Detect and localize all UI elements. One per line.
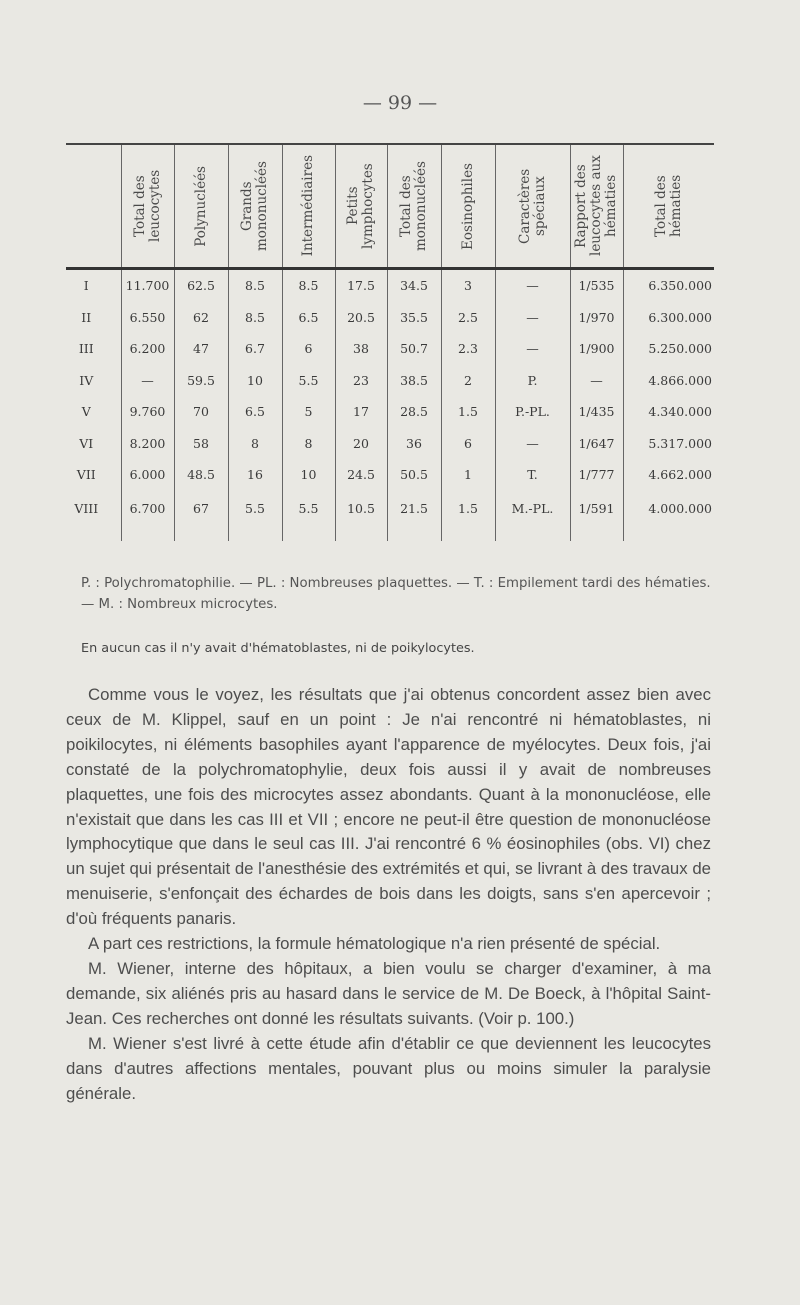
table-legend-footnote: P. : Polychromatophilie. — PL. : Nombreuses plaquettes. — T. : Empilement tardi des hématies. — M. : Nombreux microcytes. xyxy=(81,576,711,612)
table-cell: 6 xyxy=(282,333,335,365)
table-cell: 8.5 xyxy=(228,302,282,334)
table-cell: P. xyxy=(495,365,570,397)
header-eosinophils: Eosinophiles xyxy=(441,144,495,269)
table-cell: 6.200 xyxy=(121,333,174,365)
table-row xyxy=(66,302,714,334)
table-row xyxy=(66,491,714,541)
table-cell: 8.5 xyxy=(228,269,282,302)
header-large-mononucleated: Grands mononucléés xyxy=(228,144,282,269)
table-note-footnote: En aucun cas il n'y avait d'hématoblastes, ni de poikylocytes. xyxy=(81,641,475,656)
table-cell: 50.5 xyxy=(387,459,441,491)
table-cell: 8 xyxy=(228,428,282,460)
table-cell: 20 xyxy=(335,428,387,460)
table-cell: P.-PL. xyxy=(495,396,570,428)
table-cell: 16 xyxy=(228,459,282,491)
header-special-characters: Caractères spéciaux xyxy=(495,144,570,269)
header-intermediate: Intermédiaires xyxy=(282,144,335,269)
table-cell: 59.5 xyxy=(174,365,228,397)
table-cell: 5.250.000 xyxy=(623,333,714,365)
table-cell: 10.5 xyxy=(335,491,387,541)
header-total-mononucleated: Total des mononucléés xyxy=(387,144,441,269)
table-cell: 1/970 xyxy=(570,302,623,334)
table-cell: 5.317.000 xyxy=(623,428,714,460)
table-cell: 6.7 xyxy=(228,333,282,365)
case-number-cell: I xyxy=(83,278,89,294)
table-cell: 2 xyxy=(441,365,495,397)
table-cell: M.-PL. xyxy=(495,491,570,541)
table-cell: — xyxy=(570,365,623,397)
table-cell: — xyxy=(495,428,570,460)
header-total-red-cells: Total des hématies xyxy=(623,144,714,269)
table-cell: 34.5 xyxy=(387,269,441,302)
body-text xyxy=(66,683,711,1106)
table-cell: — xyxy=(495,302,570,334)
table-cell: 17.5 xyxy=(335,269,387,302)
table-cell: — xyxy=(495,269,570,302)
table-row xyxy=(66,396,714,428)
table-cell: 2.3 xyxy=(441,333,495,365)
case-number-cell: IV xyxy=(79,372,94,388)
table-cell: 17 xyxy=(335,396,387,428)
table-cell: 6.5 xyxy=(282,302,335,334)
table-cell: 70 xyxy=(174,396,228,428)
paragraph: M. Wiener s'est livré à cette étude afin d'établir ce que deviennent les leucocytes dans d'autres affections mentales, pouvant plus ou moins simuler la paralysie générale. xyxy=(66,1033,711,1103)
table-cell: 8.200 xyxy=(121,428,174,460)
table-cell: 1/777 xyxy=(570,459,623,491)
table-cell: 6.300.000 xyxy=(623,302,714,334)
table-cell: 47 xyxy=(174,333,228,365)
table-cell: 58 xyxy=(174,428,228,460)
table-row xyxy=(66,428,714,460)
case-number-cell: V xyxy=(81,404,91,420)
table-row xyxy=(66,365,714,397)
table-cell: — xyxy=(121,365,174,397)
table-cell: 67 xyxy=(174,491,228,541)
table-cell: 4.662.000 xyxy=(623,459,714,491)
table-cell: 6 xyxy=(441,428,495,460)
table-cell: 6.550 xyxy=(121,302,174,334)
table-row xyxy=(66,269,714,302)
table-cell: 3 xyxy=(441,269,495,302)
table-cell: 5.5 xyxy=(282,491,335,541)
table-cell: 9.760 xyxy=(121,396,174,428)
table-cell: 6.700 xyxy=(121,491,174,541)
table-cell: 1/591 xyxy=(570,491,623,541)
table-cell: 6.5 xyxy=(228,396,282,428)
table-header-row xyxy=(66,144,714,269)
table-cell: 8.5 xyxy=(282,269,335,302)
header-case xyxy=(66,144,121,269)
table-cell: 23 xyxy=(335,365,387,397)
table-cell: 62 xyxy=(174,302,228,334)
table-cell: 4.000.000 xyxy=(623,491,714,541)
table-cell: 1/647 xyxy=(570,428,623,460)
table-cell: 11.700 xyxy=(121,269,174,302)
case-number-cell: VII xyxy=(76,467,96,483)
table-cell: 10 xyxy=(282,459,335,491)
table-row xyxy=(66,333,714,365)
header-ratio: Rapport des leucocytes aux hématies xyxy=(570,144,623,269)
table-cell: 36 xyxy=(387,428,441,460)
header-small-lymphocytes: Petits lymphocytes xyxy=(335,144,387,269)
paragraph: Comme vous le voyez, les résultats que j'ai obtenus concordent assez bien avec ceux de M. Klippel, sauf en un point : Je n'ai rencontré ni hématoblastes, ni poikilocytes, ni éléments basophiles ayant l'apparence de myélocytes. Deux fois, j'ai constaté de la polychromatophylie, deux fois aussi il y avait de nombreuses plaquettes, une fois des microcytes assez abondants. Quant à la mononucléose, elle n'existait que dans les cas III et VII ; encore ne peut-il être question de mononucléose lymphocytique que dans le seul cas III. J'ai rencontré 6 % éosinophiles (obs. VI) chez un sujet qui présentait de l'anesthésie des extrémités et qui, se livrant à des travaux de menuiserie, s'enfonçait des échardes de bois dans les doigts, sans s'en apercevoir ; d'où fréquents panaris. xyxy=(66,685,711,929)
table-cell: 21.5 xyxy=(387,491,441,541)
table-cell: 28.5 xyxy=(387,396,441,428)
table-cell: 62.5 xyxy=(174,269,228,302)
table-cell: 6.000 xyxy=(121,459,174,491)
table-cell: 2.5 xyxy=(441,302,495,334)
case-number-cell: III xyxy=(78,341,94,357)
table-cell: 4.866.000 xyxy=(623,365,714,397)
header-total-leucocytes: Total des leucocytes xyxy=(121,144,174,269)
table-cell: 4.340.000 xyxy=(623,396,714,428)
table-cell: 24.5 xyxy=(335,459,387,491)
table-cell: 1 xyxy=(441,459,495,491)
table-cell: 38 xyxy=(335,333,387,365)
table-cell: 1.5 xyxy=(441,491,495,541)
table-row xyxy=(66,459,714,491)
blood-count-table xyxy=(66,143,714,541)
table-cell: 20.5 xyxy=(335,302,387,334)
table-cell: — xyxy=(495,333,570,365)
table-cell: 5.5 xyxy=(228,491,282,541)
table-cell: 1/900 xyxy=(570,333,623,365)
paragraph: M. Wiener, interne des hôpitaux, a bien voulu se charger d'examiner, à ma demande, six aliénés pris au hasard dans le service de M. De Boeck, à l'hôpital Saint-Jean. Ces recherches ont donné les résultats suivants. (Voir p. 100.) xyxy=(66,958,711,1028)
paragraph: A part ces restrictions, la formule hématologique n'a rien présenté de spécial. xyxy=(88,934,661,954)
table-cell: 38.5 xyxy=(387,365,441,397)
table-cell: 48.5 xyxy=(174,459,228,491)
case-number-cell: VI xyxy=(79,435,94,451)
table-cell: 1/435 xyxy=(570,396,623,428)
table-cell: 50.7 xyxy=(387,333,441,365)
table-cell: 5 xyxy=(282,396,335,428)
case-number-cell: VIII xyxy=(74,500,99,516)
table-cell: 1/535 xyxy=(570,269,623,302)
table-cell: 8 xyxy=(282,428,335,460)
table-cell: 35.5 xyxy=(387,302,441,334)
case-number-cell: II xyxy=(81,309,92,325)
page-number: — 99 — xyxy=(362,92,438,114)
table-cell: 5.5 xyxy=(282,365,335,397)
table-cell: 1.5 xyxy=(441,396,495,428)
table-cell: 6.350.000 xyxy=(623,269,714,302)
table-cell: 10 xyxy=(228,365,282,397)
table-cell: T. xyxy=(495,459,570,491)
header-polynucleated: Polynucléés xyxy=(174,144,228,269)
